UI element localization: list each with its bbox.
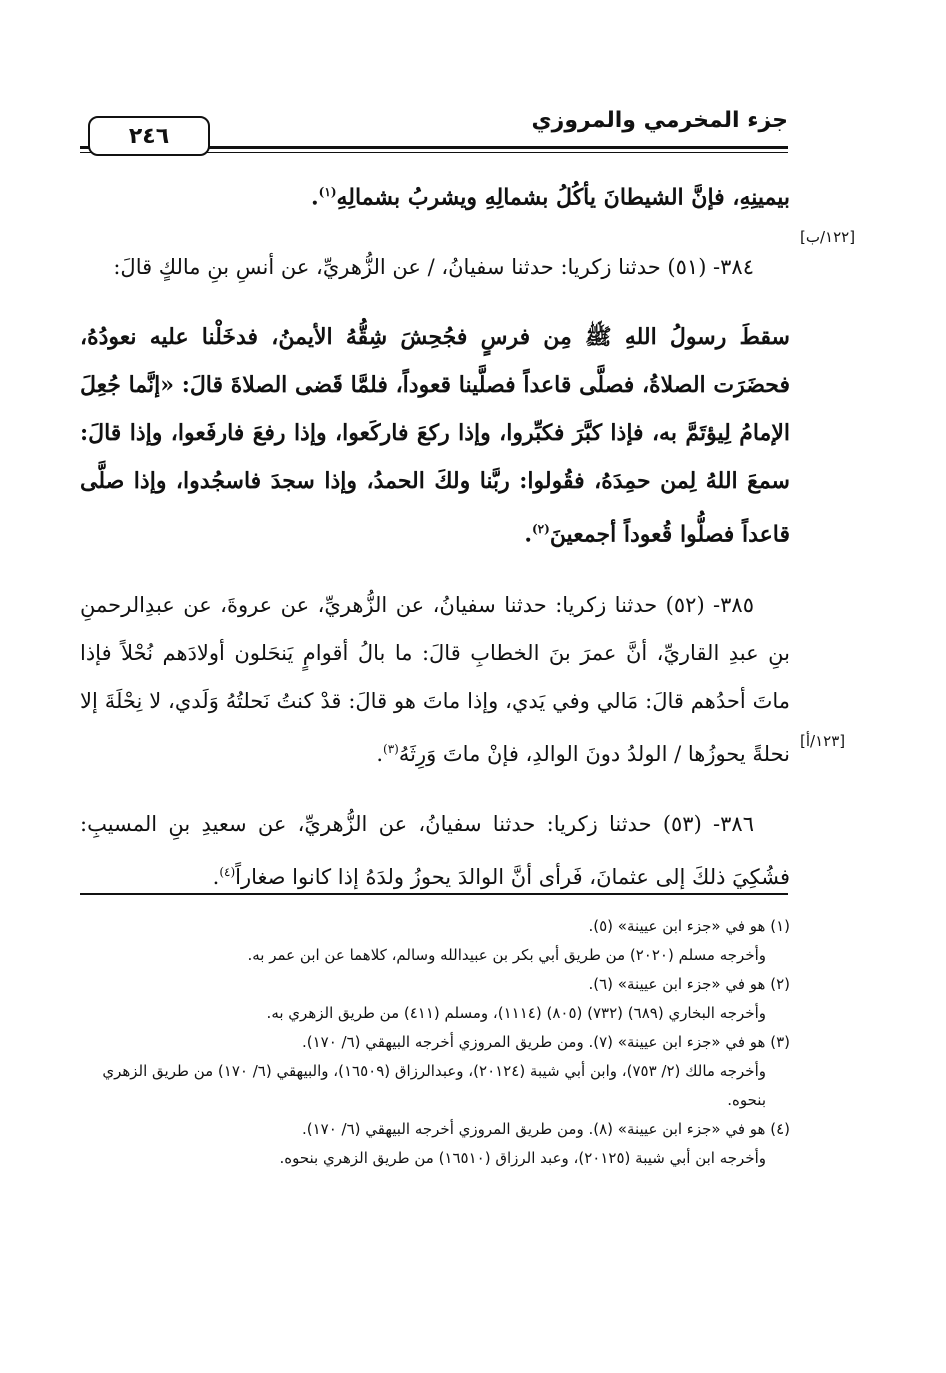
margin-folio-note: [١٢٢/ب] (800, 228, 856, 246)
page-number: ٢٤٦ (88, 116, 210, 156)
footnote-ref: (٢) (531, 522, 550, 537)
footnote-4: (٤) هو في «جزء ابن عيينة» (٨). ومن طريق المروزي أخرجه البيهقي (٦/ ١٧٠). (301, 1120, 790, 1138)
hadith-385: ٣٨٥- (٥٢) حدثنا زكريا: حدثنا سفيانُ، عن الزُّهريِّ، عن عروةَ، عن عبدِالرحمنِ بنِ عبدِ القاريِّ، أنَّ عمرَ بنَ الخطابِ قالَ: ما بالُ أقوامٍ يَنحَلون أولادَهم نُحْلاً فإذا ماتَ أحدُهم قالَ: مَالي وفي يَدي، وإذا ماتَ هو قالَ: قدْ كنتُ نَحلتُهُ وَلَدي، لا نِحْلَةَ إلا نحلةً يحوزُها / الولدُ دونَ الوالدِ، فإنْ ماتَ وَرِثَهُ$^{(٣)}$. (80, 592, 790, 766)
text-content: ٣٨٥- (٥٢) حدثنا زكريا: حدثنا سفيانُ، عن الزُّهريِّ، عن عروةَ، عن عبدِالرحمنِ بنِ عبدِ القاريِّ، أنَّ عمرَ بنَ الخطابِ قالَ: ما بالُ أقوامٍ يَنحَلون أولادَهم نُحْلاً فإذا ماتَ أحدُهم قالَ: مَالي وفي يَدي، وإذا ماتَ هو قالَ: قدْ كنتُ نَحلتُهُ وَلَدي، لا نِحْلَةَ إلا نحلةً يحوزُها / الولدُ دونَ الوالدِ، فإنْ ماتَ وَرِثَهُ (80, 592, 790, 766)
footnote-2: (٢) هو في «جزء ابن عيينة» (٦). (588, 975, 790, 993)
text-content: بيمينِهِ، فإنَّ الشيطانَ يأكُلُ بشمالِهِ ويشربُ بشمالِهِ (336, 184, 790, 211)
footnote-ref: (٣) (383, 741, 399, 756)
footnotes (80, 912, 790, 1173)
footnote-separator (80, 893, 788, 895)
hadith-386: ٣٨٦- (٥٣) حدثنا زكريا: حدثنا سفيانُ، عن الزُّهريِّ، عن سعيدِ بنِ المسيبِ: فشُكِيَ ذلكَ إلى عثمانَ، فَرأى أنَّ الوالدَ يحوزُ ولدَهُ إذا كانوا صغاراً$^{(٤)}$. (80, 811, 790, 889)
footnote-ref: (٤) (219, 864, 236, 879)
footnote-1: (١) هو في «جزء ابن عيينة» (٥). (588, 917, 790, 935)
hadith-384-isnad: ٣٨٤- (٥١) حدثنا زكريا: حدثنا سفيانُ، / عن الزُّهريِّ، عن أنسِ بنِ مالكٍ قالَ: (113, 255, 754, 280)
hadith-384-matn: سقطَ رسولُ اللهِ ﷺ مِن فرسٍ فجُحِشَ شِقُّهُ الأيمنُ، فدخَلْنا عليه نعودُهُ، فحضَرَت الصلاةُ، فصلَّى قاعداً فصلَّينا قعوداً، فلمَّا قَضى الصلاةَ قالَ: «إنَّما جُعِلَ الإمامُ لِيؤتَمَّ به، فإذا كبَّرَ فكبِّروا، وإذا ركعَ فاركَعوا، وإذا رفعَ فارفَعوا، وإذا قالَ: سمعَ اللهُ لِمن حمِدَهُ، فقُولوا: ربَّنا ولكَ الحمدُ، وإذا سجدَ فاسجُدوا، وإذا صلَّى قاعداً فصلُّوا قُعوداً أجمعينَ$^{(٢)}$. (80, 324, 790, 548)
footnote-3-detail: وأخرجه مالك (٢/ ٧٥٣)، وابن أبي شيبة (٢٠١٢٤)، وعبدالرزاق (١٦٥٠٩)، والبيهقي (٦/ ١٧٠) من طريق الزهري بنحوه. (102, 1062, 766, 1109)
page-header (80, 108, 788, 148)
main-text (80, 168, 790, 923)
footnote-3: (٣) هو في «جزء ابن عيينة» (٧). ومن طريق المروزي أخرجه البيهقي (٦/ ١٧٠). (301, 1033, 790, 1051)
footnote-1-detail: وأخرجه مسلم (٢٠٢٠) من طريق أبي بكر بن عبيدالله وسالم، كلاهما عن ابن عمر به. (247, 946, 766, 964)
running-title: جزء المخرمي والمروزي (531, 108, 788, 133)
footnote-ref: (١) (318, 185, 337, 199)
footnote-2-detail: وأخرجه البخاري (٦٨٩) (٧٣٢) (٨٠٥) (١١١٤)، ومسلم (٤١١) من طريق الزهري به. (266, 1004, 766, 1022)
margin-folio-note: [١٢٣/أ] (800, 732, 846, 750)
text-content: سقطَ رسولُ اللهِ ﷺ مِن فرسٍ فجُحِشَ شِقُّهُ الأيمنُ، فدخَلْنا عليه نعودُهُ، فحضَرَت الصلاةُ، فصلَّى قاعداً فصلَّينا قعوداً، فلمَّا قَضى الصلاةَ قالَ: «إنَّما جُعِلَ الإمامُ لِيؤتَمَّ به، فإذا كبَّرَ فكبِّروا، وإذا ركعَ فاركَعوا، وإذا رفعَ فارفَعوا، وإذا قالَ: سمعَ اللهُ لِمن حمِدَهُ، فقُولوا: ربَّنا ولكَ الحمدُ، وإذا سجدَ فاسجُدوا، وإذا صلَّى قاعداً فصلُّوا قُعوداً أجمعينَ (80, 324, 790, 548)
text-content: ٣٨٦- (٥٣) حدثنا زكريا: حدثنا سفيانُ، عن الزُّهريِّ، عن سعيدِ بنِ المسيبِ: فشُكِيَ ذلكَ إلى عثمانَ، فَرأى أنَّ الوالدَ يحوزُ ولدَهُ إذا كانوا صغاراً (80, 811, 790, 889)
text-line: بيمينِهِ، فإنَّ الشيطانَ يأكُلُ بشمالِهِ ويشربُ بشمالِهِ$^{(١)}$. (311, 184, 790, 211)
footnote-4-detail: وأخرجه ابن أبي شيبة (٢٠١٢٥)، وعبد الرزاق (١٦٥١٠) من طريق الزهري بنحوه. (279, 1149, 766, 1167)
